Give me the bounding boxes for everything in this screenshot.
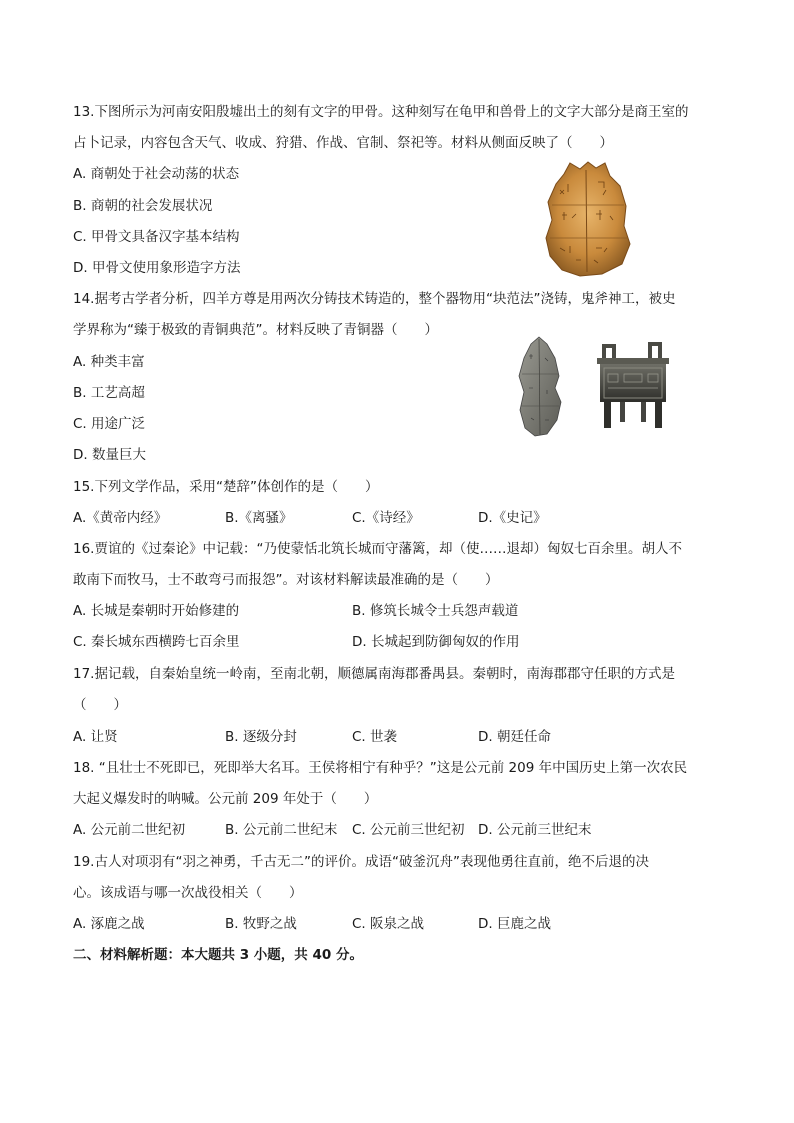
bronze-ding-image xyxy=(594,342,672,430)
q19-option-c: C. 阪泉之战 xyxy=(352,916,425,932)
q13-stem-line1: 13.下图所示为河南安阳殷墟出土的刻有文字的甲骨。这种刻写在龟甲和兽骨上的文字大部分是商王室的 xyxy=(73,104,689,120)
q15-option-d: D.《史记》 xyxy=(478,510,547,526)
q19-stem-line2: 心。该成语与哪一次战役相关（ ） xyxy=(73,885,303,901)
q15-option-a: A.《黄帝内经》 xyxy=(73,510,168,526)
oracle-bone-image xyxy=(540,160,635,278)
q17-stem-line1: 17.据记载，自秦始皇统一岭南，至南北朝，顺德属南海郡番禺县。秦朝时，南海郡郡守任职的方式是 xyxy=(73,666,675,682)
q19-stem-line1: 19.古人对项羽有“羽之神勇，千古无二”的评价。成语“破釜沉舟”表现他勇往直前，绝不后退的决 xyxy=(73,854,649,870)
q14-stem-line1: 14.据考古学者分析，四羊方尊是用两次分铸技术铸造的，整个器物用“块范法”浇铸，鬼斧神工，被史 xyxy=(73,291,676,307)
q14-option-d: D. 数量巨大 xyxy=(73,447,146,463)
q18-option-a: A. 公元前二世纪初 xyxy=(73,822,186,838)
q19-option-a: A. 涿鹿之战 xyxy=(73,916,145,932)
section-2-heading: 二、材料解析题：本大题共 3 小题，共 40 分。 xyxy=(73,947,363,963)
q13-option-d: D. 甲骨文使用象形造字方法 xyxy=(73,260,241,276)
q14-option-a: A. 种类丰富 xyxy=(73,354,145,370)
q16-option-a: A. 长城是秦朝时开始修建的 xyxy=(73,603,240,619)
q15-stem: 15.下列文学作品，采用“楚辞”体创作的是（ ） xyxy=(73,479,379,495)
q14-option-c: C. 用途广泛 xyxy=(73,416,146,432)
q17-option-d: D. 朝廷任命 xyxy=(478,729,551,745)
q16-stem-line1: 16.贾谊的《过秦论》中记载：“乃使蒙恬北筑长城而守藩篱，却（使……退却）匈奴七百余里。胡人不 xyxy=(73,541,682,557)
q17-option-b: B. 逐级分封 xyxy=(225,729,297,745)
q16-option-d: D. 长城起到防御匈奴的作用 xyxy=(352,634,520,650)
q18-option-b: B. 公元前二世纪末 xyxy=(225,822,338,838)
q16-option-b: B. 修筑长城令士兵怨声载道 xyxy=(352,603,519,619)
q19-option-d: D. 巨鹿之战 xyxy=(478,916,551,932)
q18-stem-line1: 18. “且壮士不死即已，死即举大名耳。王侯将相宁有种乎？”这是公元前 209 年中国历史上第一次农民 xyxy=(73,760,688,776)
q15-option-c: C.《诗经》 xyxy=(352,510,420,526)
q18-option-d: D. 公元前三世纪末 xyxy=(478,822,592,838)
q13-stem-line2: 占卜记录，内容包含天气、收成、狩猎、作战、官制、祭祀等。材料从侧面反映了（ ） xyxy=(73,135,613,151)
q16-option-c: C. 秦长城东西横跨七百余里 xyxy=(73,634,240,650)
q17-option-a: A. 让贤 xyxy=(73,729,118,745)
q16-stem-line2: 敢南下而牧马，士不敢弯弓而报怨”。对该材料解读最准确的是（ ） xyxy=(73,572,499,588)
tortoise-shell-image xyxy=(515,336,565,438)
q15-option-b: B.《离骚》 xyxy=(225,510,293,526)
q14-stem-line2: 学界称为“臻于极致的青铜典范”。材料反映了青铜器（ ） xyxy=(73,322,438,338)
q14-option-b: B. 工艺高超 xyxy=(73,385,145,401)
q13-option-c: C. 甲骨文具备汉字基本结构 xyxy=(73,229,240,245)
q17-option-c: C. 世袭 xyxy=(352,729,398,745)
q19-option-b: B. 牧野之战 xyxy=(225,916,297,932)
q13-option-b: B. 商朝的社会发展状况 xyxy=(73,198,213,214)
q17-stem-line2: （ ） xyxy=(73,697,127,713)
q18-option-c: C. 公元前三世纪初 xyxy=(352,822,465,838)
q13-option-a: A. 商朝处于社会动荡的状态 xyxy=(73,166,240,182)
q18-stem-line2: 大起义爆发时的呐喊。公元前 209 年处于（ ） xyxy=(73,791,378,807)
